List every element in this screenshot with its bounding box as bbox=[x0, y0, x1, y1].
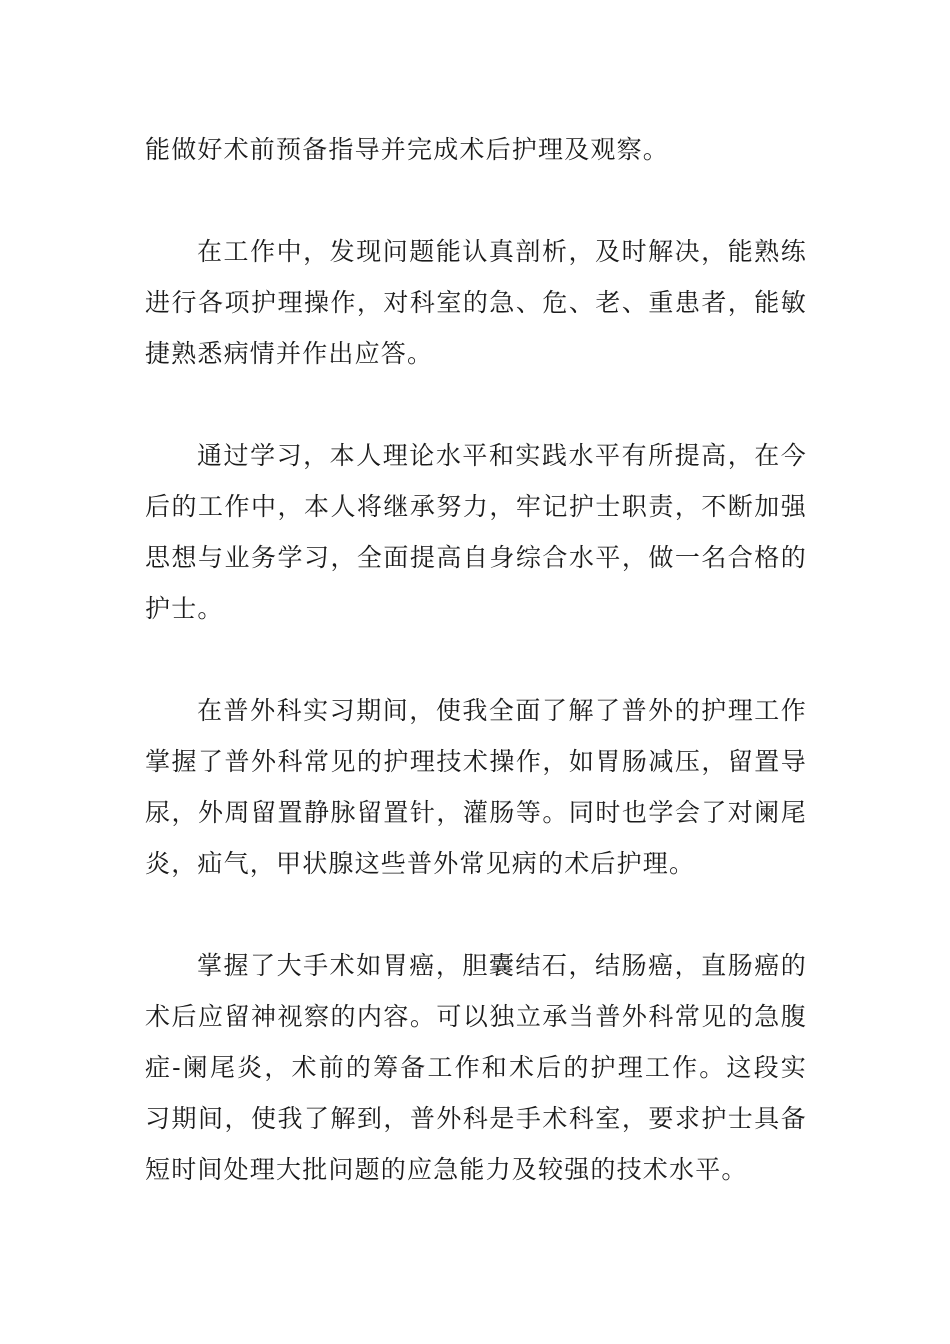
paragraph-general-surgery: 在普外科实习期间，使我全面了解了普外的护理工作掌握了普外科常见的护理技术操作，如胃肠减压，留置导尿，外周留置静脉留置针，灌肠等。同时也学会了对阑尾炎，疝气，甲状腺这些普外常见病的术后护理。 bbox=[145, 696, 807, 878]
paragraph-continuation: 能做好术前预备指导并完成术后护理及观察。 bbox=[145, 135, 670, 164]
paragraph-study-summary: 通过学习，本人理论水平和实践水平有所提高，在今后的工作中，本人将继承努力，牢记护士职责，不断加强思想与业务学习，全面提高自身综合水平，做一名合格的护士。 bbox=[145, 441, 807, 623]
paragraph-major-surgery: 掌握了大手术如胃癌，胆囊结石，结肠癌，直肠癌的术后应留神视察的内容。可以独立承当普外科常见的急腹症-阑尾炎，术前的筹备工作和术后的护理工作。这段实习期间，使我了解到，普外科是手术科室，要求护士具备短时间处理大批问题的应急能力及较强的技术水平。 bbox=[145, 951, 807, 1184]
document-body bbox=[145, 124, 807, 1246]
paragraph-work-skills: 在工作中，发现问题能认真剖析，及时解决，能熟练进行各项护理操作，对科室的急、危、老、重患者，能敏捷熟悉病情并作出应答。 bbox=[145, 237, 807, 368]
